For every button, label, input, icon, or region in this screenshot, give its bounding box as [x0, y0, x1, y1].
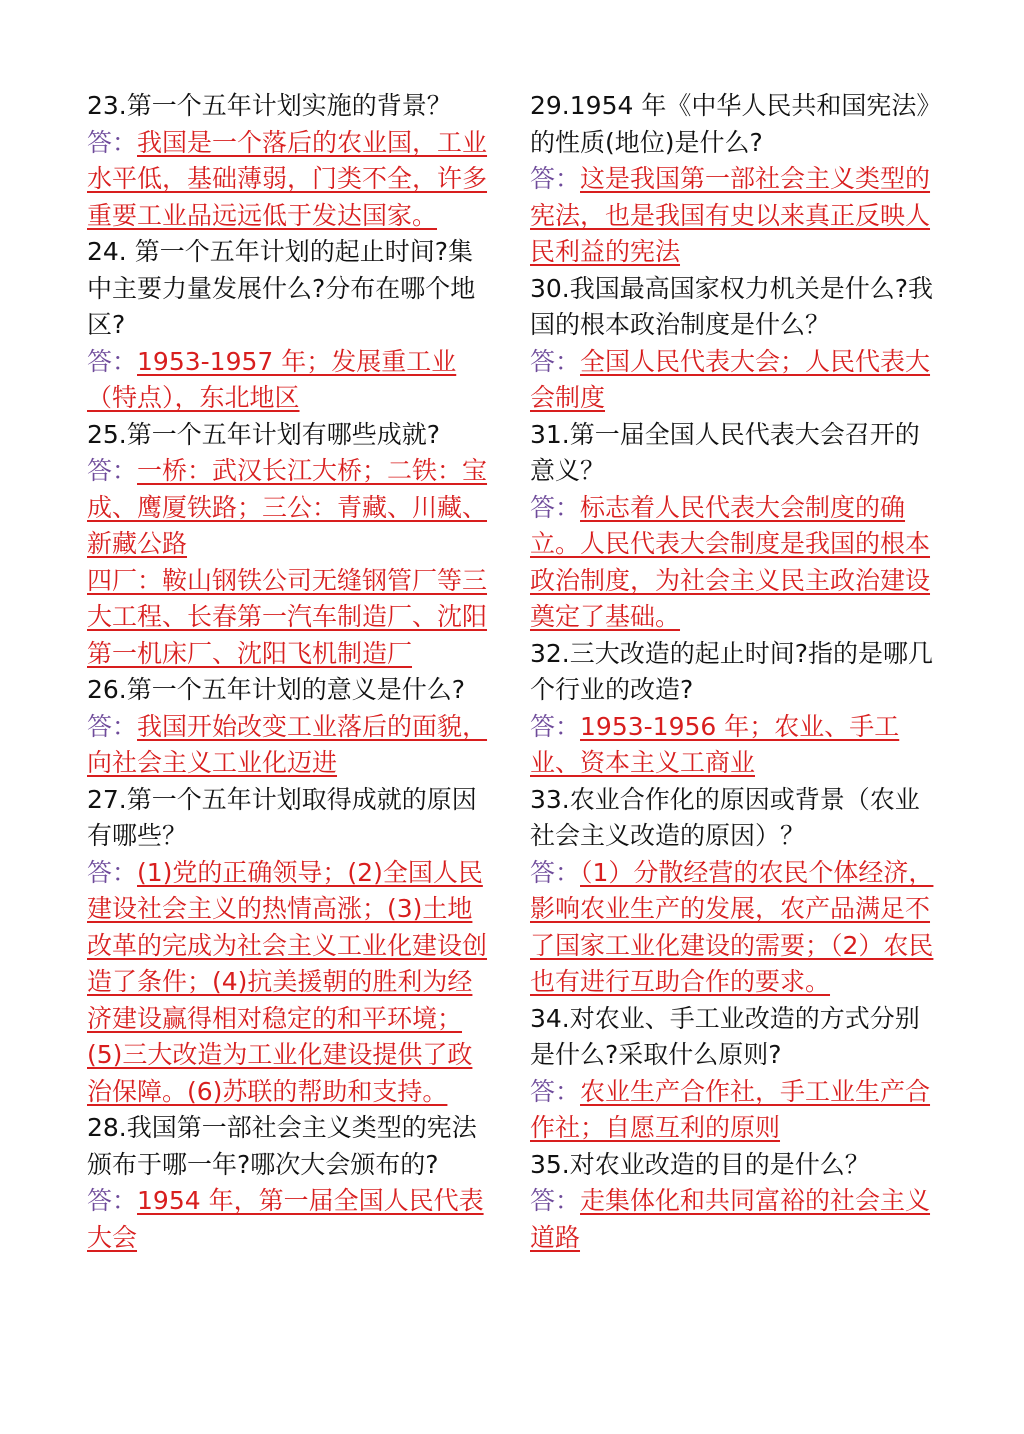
- answer-prefix: 答：: [87, 1186, 138, 1215]
- answer-prefix: 答：: [87, 127, 138, 157]
- answer-25: [87, 453, 491, 563]
- answer-text-25: 一桥：武汉长江大桥；二铁：宝成、鹰厦铁路；三公：青藏、川藏、新藏公路: [87, 456, 488, 558]
- question-25: 25.第一个五年计划有哪些成就?: [87, 419, 441, 449]
- answer-prefix: 答：: [87, 456, 138, 485]
- answer-text-29: 这是我国第一部社会主义类型的宪法，也是我国有史以来真正反映人民利益的宪法: [530, 164, 931, 266]
- question-26: 26.第一个五年计划的意义是什么?: [87, 675, 466, 704]
- qa-item-35: [530, 1147, 934, 1257]
- answer-prefix: 答：: [530, 1076, 581, 1106]
- question-31: 31.第一届全国人民代表大会召开的意义？: [530, 419, 920, 485]
- answer-25-extra: [87, 563, 491, 673]
- answer-text-35: 走集体化和共同富裕的社会主义道路: [530, 1186, 931, 1252]
- answer-prefix: 答：: [530, 492, 581, 522]
- qa-item-32: [530, 636, 934, 782]
- qa-item-33: [530, 782, 934, 1001]
- qa-item-28: [87, 1110, 491, 1256]
- answer-text-30: 全国人民代表大会；人民代表大会制度: [530, 346, 931, 412]
- answer-28: [87, 1183, 491, 1256]
- answer-29: [530, 161, 934, 271]
- answer-35: [530, 1183, 934, 1256]
- answer-text-34: 农业生产合作社，手工业生产合作社；自愿互利的原则: [530, 1076, 931, 1142]
- answer-32: [530, 709, 934, 782]
- question-34: 34.对农业、手工业改造的方式分别是什么?采取什么原则?: [530, 1003, 920, 1069]
- answer-33: [530, 855, 934, 1001]
- answer-prefix: 答：: [87, 711, 138, 741]
- answer-prefix: 答：: [87, 346, 138, 376]
- qa-item-26: [87, 672, 491, 782]
- answer-text-25-extra: 四厂：鞍山钢铁公司无缝钢管厂等三大工程、长春第一汽车制造厂、沈阳第一机床厂、沈阳飞机制造厂: [87, 565, 488, 668]
- answer-prefix: 答：: [530, 711, 581, 741]
- answer-prefix: 答：: [530, 1186, 581, 1215]
- right-column: [530, 88, 934, 1256]
- question-29: 29.1954 年《中华人民共和国宪法》的性质(地位)是什么?: [530, 91, 929, 157]
- left-column: [87, 88, 491, 1256]
- answer-30: [530, 344, 934, 417]
- answer-text-24: 1953-1957 年；发展重工业（特点），东北地区: [87, 346, 457, 412]
- qa-item-34: [530, 1001, 934, 1147]
- question-24: 24. 第一个五年计划的起止时间?集中主要力量发展什么?分布在哪个地区?: [87, 237, 476, 339]
- question-28: 28.我国第一部社会主义类型的宪法颁布于哪一年?哪次大会颁布的?: [87, 1113, 477, 1179]
- answer-27: [87, 855, 491, 1111]
- qa-item-27: [87, 782, 491, 1111]
- answer-31: [530, 490, 934, 636]
- answer-prefix: 答：: [530, 857, 581, 887]
- answer-text-32: 1953-1956 年；农业、手工业、资本主义工商业: [530, 711, 900, 777]
- question-33: 33.农业合作化的原因或背景（农业社会主义改造的原因）？: [530, 784, 920, 850]
- qa-item-25: [87, 417, 491, 673]
- answer-text-31: 标志着人民代表大会制度的确立。人民代表大会制度是我国的根本政治制度，为社会主义民主政治建设奠定了基础。: [530, 492, 931, 631]
- question-23: 23.第一个五年计划实施的背景？: [87, 91, 452, 120]
- answer-text-26: 我国开始改变工业落后的面貌，向社会主义工业化迈进: [87, 711, 488, 777]
- answer-prefix: 答：: [87, 857, 138, 887]
- answer-text-23: 我国是一个落后的农业国，工业水平低，基础薄弱，门类不全，许多重要工业品远远低于发达国家。: [87, 127, 488, 230]
- question-32: 32.三大改造的起止时间?指的是哪几个行业的改造?: [530, 638, 934, 704]
- answer-26: [87, 709, 491, 782]
- answer-23: [87, 125, 491, 235]
- qa-item-31: [530, 417, 934, 636]
- question-30: 30.我国最高国家权力机关是什么?我国的根本政治制度是什么？: [530, 273, 934, 339]
- answer-prefix: 答：: [530, 164, 581, 193]
- question-27: 27.第一个五年计划取得成就的原因有哪些？: [87, 784, 477, 850]
- question-35: 35.对农业改造的目的是什么？: [530, 1149, 870, 1179]
- answer-24: [87, 344, 491, 417]
- answer-text-33: （1）分散经营的农民个体经济，影响农业生产的发展，农产品满足不了国家工业化建设的需要；（2）农民也有进行互助合作的要求。: [530, 857, 934, 996]
- qa-item-24: [87, 234, 491, 417]
- answer-text-27: (1)党的正确领导；(2)全国人民建设社会主义的热情高涨；(3)土地改革的完成为社会主义工业化建设创造了条件；(4)抗美援朝的胜利为经济建设赢得相对稳定的和平环境；(5)三大改造为工业化建设提供了政治保障。(6)苏联的帮助和支持。: [87, 857, 488, 1106]
- qa-item-23: [87, 88, 491, 234]
- answer-text-28: 1954 年，第一届全国人民代表大会: [87, 1186, 484, 1252]
- answer-34: [530, 1074, 934, 1147]
- answer-prefix: 答：: [530, 346, 581, 376]
- qa-item-29: [530, 88, 934, 271]
- qa-item-30: [530, 271, 934, 417]
